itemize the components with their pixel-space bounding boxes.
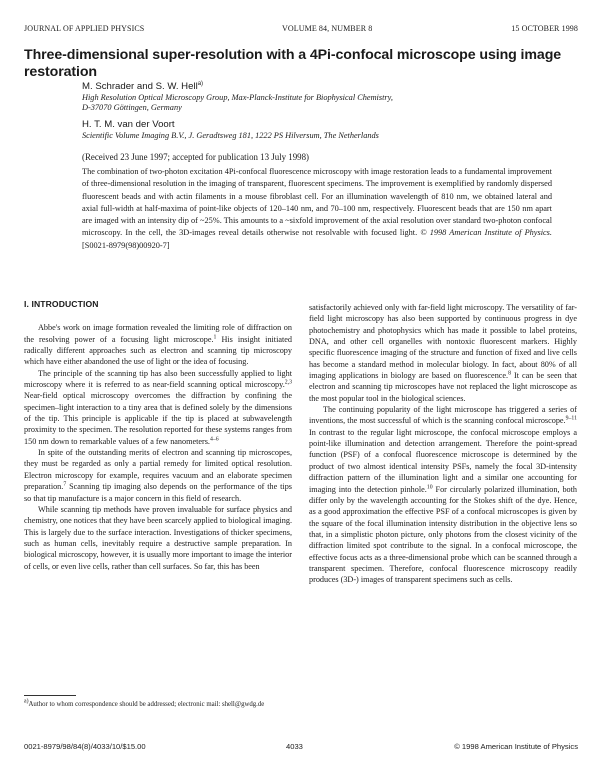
author-names-2: H. T. M. van der Voort: [82, 119, 175, 130]
reference-mark: 1: [213, 333, 217, 340]
author-block: [82, 81, 562, 141]
issue-date: 15 OCTOBER 1998: [511, 24, 578, 33]
paragraph: While scanning tip methods have proven invaluable for surface physics and chemistry, one notices that they have been scarcely applied to biological imaging. This is largely due to the surface interaction. Investigations of thicker specimens, such as human cells, inevitably require a destructive sample preparation. In biological microscopy, however, it is usually more important to image the interior of cells, or even live cells, rather than cell surfaces. So far, this has been: [24, 504, 292, 571]
page-number: 4033: [286, 742, 303, 751]
paragraph: The continuing popularity of the light microscope has triggered a series of inventions, the most successful of which is the scanning confocal microscope.$^{9-11}$ In contrast to the regular light microscope, the confocal microscope employs a point-like illumination and detection arrangement. Therefore the point-spread function (PSF) of a confocal fluorescence microscope is determined by the product of two almost identical intensity PSFs, namely the focal 3D-intensity diffraction pattern of the illumination light and a similar one accounting for imaging into the detection pinhole.$^{10}$ For circularly polarized illumination, both differ only by the wavelength accounting for the Stokes shift of the dye. Hence, as a good approximation the effective PSF of a confocal microscopes is given by the square of the focal illumination intensity distribution in the objective lens so that, in a simplistic photon picture, only photons from the closest vicinity of the diffraction limited spot contribute to the signal. In a confocal microscope, the effective focus acts as a three-dimensional probe which can be scanned through a transparent specimen. Therefore, confocal fluorescence microscopy readily produces (3D-) images of transparent specimens such as cells.: [309, 405, 577, 585]
footer-copyright: © 1998 American Institute of Physics: [454, 742, 578, 751]
reference-mark: 2,3: [284, 379, 292, 386]
article-title: Three-dimensional super-resolution with a 4Pi-confocal microscope using image restoration: [24, 47, 562, 80]
author-names-1-text: M. Schrader and S. W. Hell: [82, 81, 198, 92]
reference-mark: 10: [426, 483, 433, 490]
paragraph: satisfactorily achieved only with far-field light microscopy. The versatility of far-field light microscopy has also been supported by continuous progress in dye photochemistry and photophysics which has made it possible to label proteins, DNA, and other cell organelles with nontoxic fluorescent markers. Highly specific fluorescence imaging of the structure and function of fixed and live cells has become a standard method in molecular biology. In fact, about 80% of all imaging applications in biology are based on fluorescence.$^8$ It can be seen that electron and scanning tip microscopes have not replaced the light microscope as the most popular tool in the biological sciences.: [309, 303, 577, 403]
running-header: [24, 24, 578, 36]
reference-mark: 7: [63, 481, 67, 488]
page-footer: [24, 742, 578, 754]
affiliation-1-line2: D-37070 Göttingen, Germany: [82, 103, 182, 113]
footer-code: 0021-8979/98/84(8)/4033/10/$15.00: [24, 742, 146, 751]
abstract: [82, 166, 552, 252]
volume-number: VOLUME 84, NUMBER 8: [282, 24, 373, 33]
footnote: [24, 698, 292, 710]
paragraph: The principle of the scanning tip has also been successfully applied to light microscopy where it is referred to as near-field scanning optical microscopy.$^{2,3}$ Near-field optical microscopy overcomes the diffraction by confining the specimen–light interaction to a tiny area that is defined solely by the dimensions of the tip. This principle is applicable if the tip is placed at subwavelength proximity to the specimen. The resolution reported for these systems ranges from 150 nm down to remarkable values of a few nanometers.$^{4-6}$: [24, 368, 292, 446]
left-column: [24, 299, 292, 572]
reference-mark: 4–6: [209, 436, 219, 443]
paragraph: Abbe's work on image formation revealed the limiting role of diffraction on the resolving power of a focusing light microscope.$^1$ His insight initiated radically different approaches such as electron and scanning tip microscopy which have either abandoned the use of light or the idea of focusing.: [24, 323, 292, 367]
author-names-1: [82, 81, 562, 93]
affiliation-1-line1: High Resolution Optical Microscopy Group, Max-Planck-Institute for Biophysical Chemistry,: [82, 92, 393, 102]
section-heading: I. INTRODUCTION: [24, 299, 99, 309]
abstract-code: [S0021-8979(98)00920-7]: [82, 240, 170, 250]
footnote-text: Author to whom correspondence should be addressed; electronic mail: shell@gwdg.de: [28, 701, 265, 708]
author-footnote-mark: a): [197, 80, 204, 87]
reference-mark: 8: [508, 370, 512, 377]
right-column: [309, 302, 577, 586]
footnote-mark: a): [24, 698, 29, 705]
abstract-copyright: © 1998 American Institute of Physics.: [420, 228, 552, 238]
affiliation-2: Scientific Volume Imaging B.V., J. Geradtsweg 181, 1222 PS Hilversum, The Netherlands: [82, 130, 379, 140]
paragraph: In spite of the outstanding merits of electron and scanning tip microscopes, they must be regarded as only a partial remedy for limited optical resolution. Electron microscopy for example, requires vacuum and an elaborate specimen preparation.$^7$ Scanning tip imaging also depends on the performance of the tips so that tip manufacture is a major concern in this field of research.: [24, 448, 292, 503]
footnote-divider: [24, 695, 76, 696]
reference-mark: 9–11: [565, 415, 577, 422]
journal-name: JOURNAL OF APPLIED PHYSICS: [24, 24, 145, 33]
abstract-body: The combination of two-photon excitation 4Pi-confocal fluorescence microscopy with image restoration leads to a fundamental improvement of three-dimensional resolution in the imaging of transparent, fluorescent specimens. The improvement is exemplified by randomly dispersed fluorescent beads and with actin filaments in a mouse fibroblast cell. For an illumination wavelength of 810 nm, we obtained lateral and axial full-width at half-maxima of point-like objects of 120–140 nm, and 70–100 nm, respectively. Fluorescent beads that are 150 nm apart are imaged with an intensity dip of ~25%. This amounts to a ~sixfold improvement of the axial resolution over standard two-photon confocal microscopy. In the cell, the 3D-images reveal details otherwise not resolvable with focused light.: [82, 167, 552, 238]
received-dates: (Received 23 June 1997; accepted for publication 13 July 1998): [82, 152, 309, 162]
